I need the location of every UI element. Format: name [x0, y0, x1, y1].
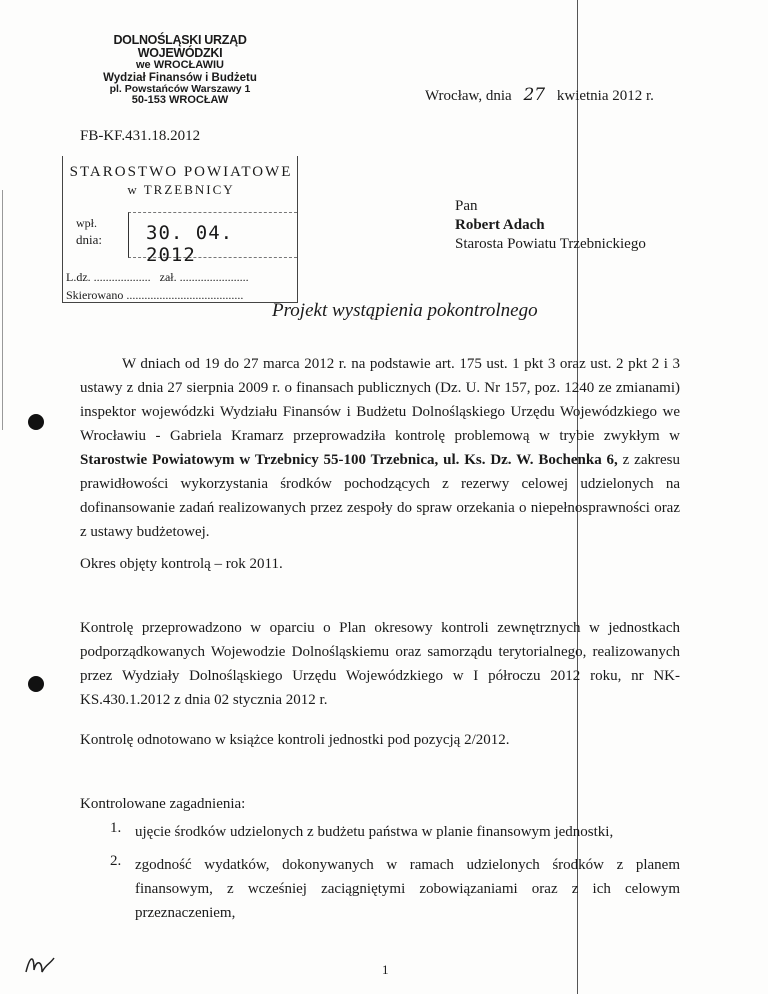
- paragraph-control-scope: [80, 352, 680, 544]
- recipient-title: Starosta Powiatu Trzebnickiego: [455, 236, 646, 252]
- stamp-wpl-label: wpł.: [76, 216, 97, 230]
- list-num-2: 2.: [110, 853, 122, 869]
- list-num-1: 1.: [110, 820, 122, 836]
- para1-bold: Starostwie Powiatowym w Trzebnicy 55-100 Trzebnica, ul. Ks. Dz. W. Bochenka 6,: [80, 452, 618, 468]
- stamp-ldz-label: L.dz. ...................: [66, 270, 151, 284]
- stamp-zal-label: zał. .......................: [159, 270, 249, 284]
- punch-hole: [28, 414, 44, 430]
- stamp-line1: STAROSTWO POWIATOWE: [69, 164, 293, 180]
- list-item-1: ujęcie środków udzielonych z budżetu państwa w planie finansowym jednostki,: [135, 824, 614, 840]
- stamp-border: [62, 156, 298, 303]
- paragraph-control-book: Kontrolę odnotowano w książce kontroli jednostki pod pozycją 2/2012.: [80, 732, 510, 748]
- page-number: 1: [382, 962, 389, 977]
- date-line: [425, 85, 654, 105]
- date-prefix: Wrocław, dnia: [425, 88, 512, 104]
- para1-text-a: W dniach od 19 do 27 marca 2012 r. na podstawie art. 175 ust. 1 pkt 3 oraz ust. 2 pkt 2 i 3 ustawy z dnia 27 sierpnia 2009 r. o finansach publicznych (Dz. U. Nr 157, poz. 1240 ze zmianami) inspektor wojewódzki Wydziału Finansów i Budżetu Dolnośląskiego Urzędu Wojewódzkiego we Wrocławiu - Gabriela Kramarz przeprowadziła kontrolę problemową w trybie zwykłym w: [80, 356, 680, 444]
- period-line: Okres objęty kontrolą – rok 2011.: [80, 556, 283, 572]
- office-city: we WROCŁAWIU: [136, 59, 224, 72]
- date-suffix: kwietnia 2012 r.: [556, 88, 654, 104]
- office-department: Wydział Finansów i Budżetu: [103, 71, 257, 84]
- paragraph-control-basis: Kontrolę przeprowadzono w oparciu o Plan okresowy kontroli zewnętrznych w jednostkach podporządkowanych Wojewodzie Dolnośląskiemu oraz samorządu terytorialnego, realizowanych przez Wydziały Dolnośląskiego Urzędu Wojewódzkiego w I półroczu 2012 roku, nr NK-KS.430.1.2012 z dnia 02 stycznia 2012 r.: [80, 620, 680, 708]
- stamp-date: 30. 04. 2012: [146, 222, 234, 266]
- initials-signature: [22, 950, 62, 980]
- stamp-skierowano: Skierowano .......................................: [66, 288, 244, 302]
- reference-number: FB-KF.431.18.2012: [80, 128, 201, 144]
- office-street: pl. Powstańców Warszawy 1: [109, 82, 251, 95]
- received-stamp: [66, 156, 293, 302]
- office-postal: 50-153 WROCŁAW: [131, 93, 229, 106]
- list-item-2: zgodność wydatków, dokonywanych w ramach udzielonych środków z planem finansowym, z wcześniej zaciągniętymi zobowiązaniami oraz z ich celowym przeznaczeniem,: [135, 857, 680, 921]
- scan-left-edge: [2, 190, 3, 430]
- document-title: Projekt wystąpienia pokontrolnego: [272, 300, 538, 321]
- recipient-block: [455, 197, 646, 254]
- stamp-dnia-label: dnia:: [76, 232, 102, 247]
- date-day-handwritten: 27: [523, 85, 546, 105]
- stamp-line2: w TRZEBNICY: [127, 182, 235, 197]
- office-name: DOLNOŚLĄSKI URZĄD WOJEWÓDZKI: [113, 33, 247, 61]
- punch-hole: [28, 676, 44, 692]
- recipient-salutation: Pan: [455, 198, 478, 214]
- letterhead: [70, 34, 290, 106]
- list-heading: Kontrolowane zagadnienia:: [80, 796, 246, 812]
- recipient-name: Robert Adach: [455, 217, 545, 233]
- para1-text-b: z zakresu prawidłowości wykorzystania środków pochodzących z rezerwy celowej udzielonych na dofinansowanie zadań realizowanych przez zespoły do spraw orzekania o niepełnosprawności oraz z ustawy budżetowej.: [80, 452, 680, 540]
